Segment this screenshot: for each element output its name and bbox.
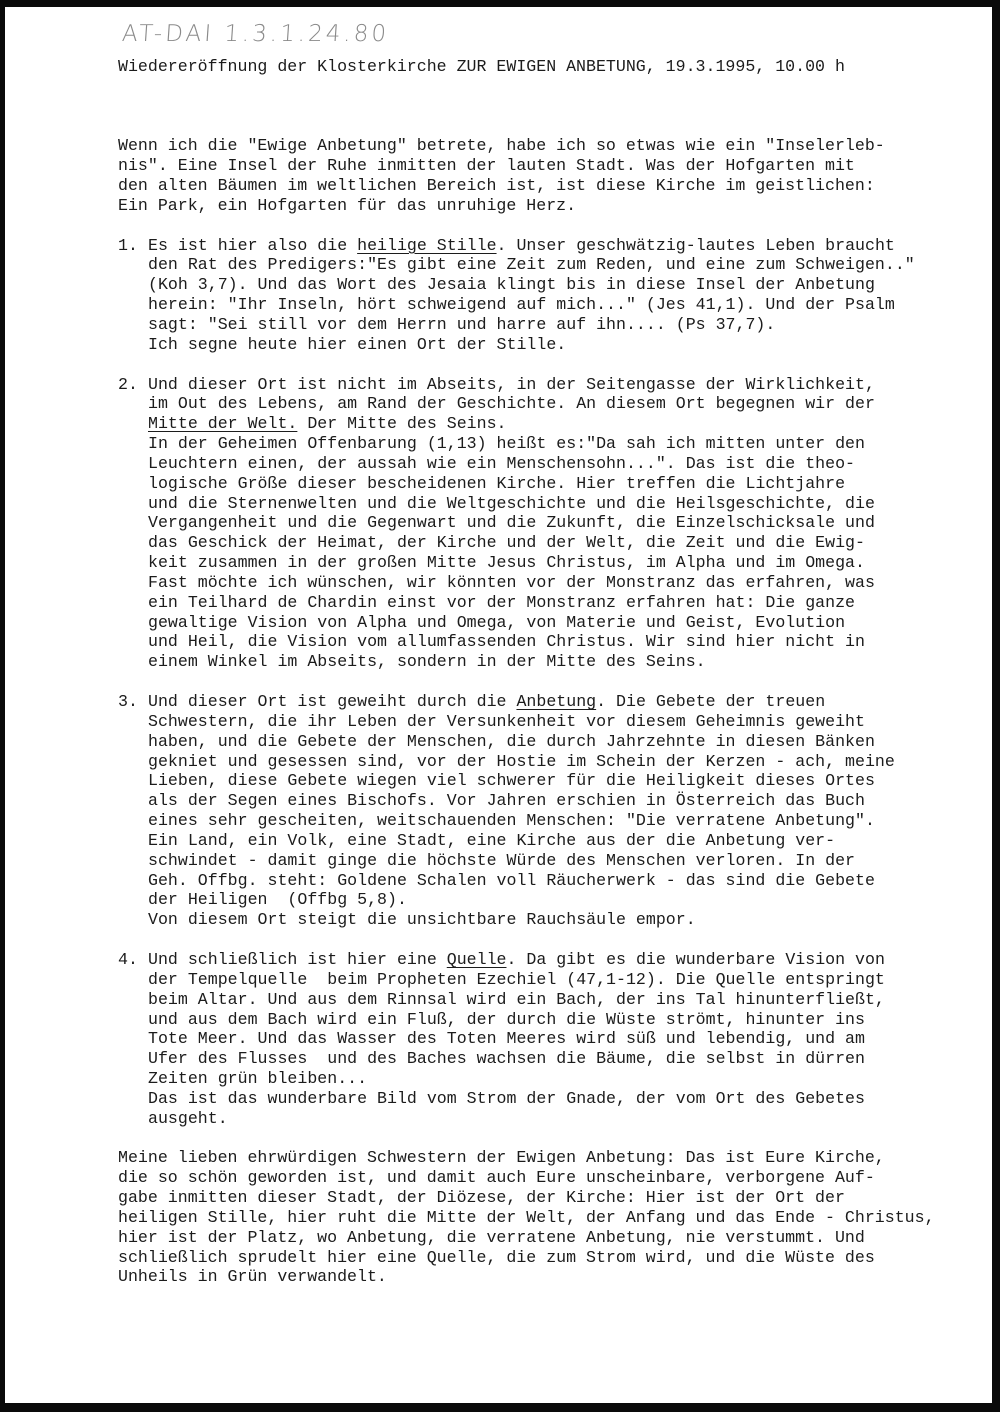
- text-line: 4. Und schließlich ist hier eine Quelle. Da gibt es die wunderbare Vision von: [118, 949, 885, 969]
- text-line: heiligen Stille, hier ruht die Mitte der Welt, der Anfang und das Ende - Christus,: [118, 1207, 935, 1227]
- text-line: den Rat des Predigers:"Es gibt eine Zeit zum Reden, und eine zum Schweigen..": [148, 255, 915, 275]
- section-number: 2.: [118, 374, 138, 394]
- text-line: der Heiligen (Offbg 5,8).: [148, 890, 407, 910]
- text-line: beim Altar. Und aus dem Rinnsal wird ein Bach, der ins Tal hinunterfließt,: [148, 989, 885, 1009]
- text-line: die so schön geworden ist, und damit auch Eure unscheinbare, verborgene Auf-: [118, 1168, 875, 1188]
- text-line: im Out des Lebens, am Rand der Geschichte. An diesem Ort begegnen wir der: [148, 394, 875, 414]
- document-page: [5, 7, 992, 1403]
- text-line: Mitte der Welt. Der Mitte des Seins.: [148, 414, 507, 434]
- text-line: ausgeht.: [148, 1108, 228, 1128]
- text-line: hier ist der Platz, wo Anbetung, die verratene Anbetung, nie verstummt. Und: [118, 1227, 865, 1247]
- text-line: Das ist das wunderbare Bild vom Strom der Gnade, der vom Ort des Gebetes: [148, 1088, 865, 1108]
- closing-paragraph: [118, 1148, 935, 1287]
- archive-note-handwritten: AT-DAI 1.3.1.24.80: [121, 21, 390, 47]
- text-line: Meine lieben ehrwürdigen Schwestern der Ewigen Anbetung: Das ist Eure Kirche,: [118, 1148, 885, 1168]
- intro-paragraph: [118, 136, 935, 215]
- text-line: Ufer des Flusses und des Baches wachsen die Bäume, die selbst in dürren: [148, 1049, 865, 1069]
- text-line: schließlich sprudelt hier eine Quelle, die zum Strom wird, und die Wüste des: [118, 1247, 875, 1267]
- text-line: gewaltige Vision von Alpha und Omega, von Materie und Geist, Evolution: [148, 612, 846, 632]
- text-line: Unheils in Grün verwandelt.: [118, 1267, 387, 1287]
- text-line: Geh. Offbg. steht: Goldene Schalen voll Räucherwerk - das sind die Gebete: [148, 870, 875, 890]
- text-line: und Heil, die Vision vom allumfassenden Christus. Wir sind hier nicht in: [148, 632, 865, 652]
- text-line: Fast möchte ich wünschen, wir könnten vor der Monstranz das erfahren, was: [148, 572, 875, 592]
- text-line: 2. Und dieser Ort ist nicht im Abseits, in der Seitengasse der Wirklichkeit,: [118, 374, 875, 394]
- section-4: [118, 950, 935, 1129]
- text-line: ein Teilhard de Chardin einst vor der Monstranz erfahren hat: Die ganze: [148, 592, 856, 612]
- section-3: [118, 692, 935, 930]
- emphasis-underline: Anbetung: [516, 692, 597, 711]
- text-line: 3. Und dieser Ort ist geweiht durch die Anbetung. Die Gebete der treuen: [118, 692, 826, 711]
- text-line: das Geschick der Heimat, der Kirche und der Welt, die Zeit und die Ewig-: [148, 533, 865, 553]
- section-number: 3.: [118, 692, 138, 711]
- text-line: der Tempelquelle beim Propheten Ezechiel (47,1-12). Die Quelle entspringt: [148, 969, 885, 989]
- text-line: keit zusammen in der großen Mitte Jesus Christus, im Alpha und im Omega.: [148, 553, 865, 573]
- text-line: haben, und die Gebete der Menschen, die durch Jahrzehnte in diesen Bänken: [148, 731, 875, 751]
- section-number: 4.: [118, 949, 138, 969]
- text-line: Vergangenheit und die Gegenwart und die Zukunft, die Einzelschicksale und: [148, 513, 875, 533]
- text-line: Schwestern, die ihr Leben der Versunkenheit vor diesem Geheimnis geweiht: [148, 711, 865, 731]
- text-line: Leuchtern einen, der aussah wie ein Menschensohn...". Das ist die theo-: [148, 453, 856, 473]
- text-line: Ein Land, ein Volk, eine Stadt, eine Kirche aus der die Anbetung ver-: [148, 830, 836, 850]
- emphasis-underline: Mitte der Welt.: [148, 414, 298, 434]
- text-line: gabe inmitten dieser Stadt, der Diözese, der Kirche: Hier ist der Ort der: [118, 1188, 845, 1208]
- emphasis-underline: Quelle: [446, 949, 507, 969]
- section-number: 1.: [118, 235, 138, 255]
- text-line: herein: "Ihr Inseln, hört schweigend auf mich..." (Jes 41,1). Und der Psalm: [148, 295, 895, 315]
- text-line: Tote Meer. Und das Wasser des Toten Meeres wird süß und lebendig, und am: [148, 1029, 865, 1049]
- section-1: [118, 236, 935, 355]
- text-line: eines sehr gescheiten, weitschauenden Menschen: "Die verratene Anbetung".: [148, 811, 875, 831]
- text-line: In der Geheimen Offenbarung (1,13) heißt es:"Da sah ich mitten unter den: [148, 434, 865, 454]
- text-line: den alten Bäumen im weltlichen Bereich ist, ist diese Kirche im geistlichen:: [118, 176, 875, 196]
- text-line: einem Winkel im Abseits, sondern in der Mitte des Seins.: [148, 652, 706, 672]
- text-line: nis". Eine Insel der Ruhe inmitten der lauten Stadt. Was der Hofgarten mit: [118, 156, 855, 176]
- document-body: [118, 57, 935, 1287]
- text-line: 1. Es ist hier also die heilige Stille. Unser geschwätzig-lautes Leben braucht: [118, 235, 895, 255]
- text-line: und aus dem Bach wird ein Fluß, der durch die Wüste strömt, hinunter ins: [148, 1009, 865, 1029]
- section-2: [118, 375, 935, 673]
- text-line: Ein Park, ein Hofgarten für das unruhige Herz.: [118, 195, 577, 215]
- text-line: sagt: "Sei still vor dem Herrn und harre auf ihn.... (Ps 37,7).: [148, 314, 776, 334]
- text-line: schwindet - damit ginge die höchste Würde des Menschen verloren. In der: [148, 850, 856, 870]
- emphasis-underline: heilige Stille: [357, 235, 497, 255]
- text-line: (Koh 3,7). Und das Wort des Jesaia klingt bis in diese Insel der Anbetung: [148, 275, 875, 295]
- text-line: und die Sternenwelten und die Weltgeschichte und die Heilsgeschichte, die: [148, 493, 875, 513]
- text-line: logische Größe dieser bescheidenen Kirche. Hier treffen die Lichtjahre: [148, 473, 846, 493]
- text-line: Ich segne heute hier einen Ort der Stille.: [148, 334, 567, 354]
- text-line: gekniet und gesessen sind, vor der Hostie im Schein der Kerzen - ach, meine: [148, 751, 895, 771]
- text-line: Lieben, diese Gebete wiegen viel schwerer für die Heiligkeit dieses Ortes: [148, 771, 875, 791]
- text-line: Zeiten grün bleiben...: [148, 1069, 368, 1089]
- text-line: als der Segen eines Bischofs. Vor Jahren erschien in Österreich das Buch: [148, 791, 865, 811]
- document-title: Wiedereröffnung der Klosterkirche ZUR EWIGEN ANBETUNG, 19.3.1995, 10.00 h: [118, 57, 845, 76]
- text-line: Von diesem Ort steigt die unsichtbare Rauchsäule empor.: [148, 910, 696, 930]
- text-line: Wenn ich die "Ewige Anbetung" betrete, habe ich so etwas wie ein "Inselerleb-: [118, 136, 885, 156]
